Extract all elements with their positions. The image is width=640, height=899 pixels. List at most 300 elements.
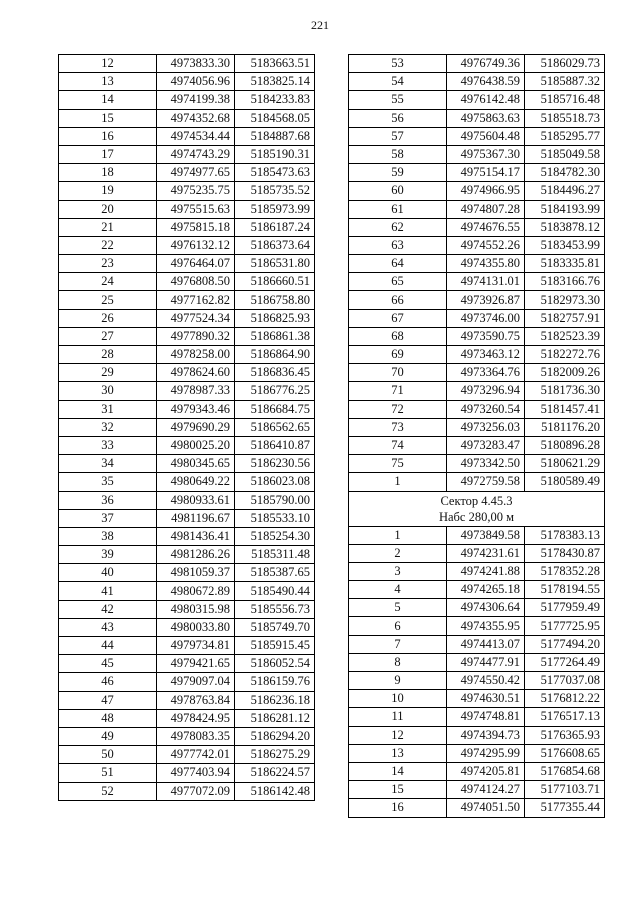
y-coordinate-cell: 5183453.99	[525, 236, 605, 254]
x-coordinate-cell: 4974413.07	[447, 635, 525, 653]
y-coordinate-cell: 5183335.81	[525, 255, 605, 273]
x-coordinate-cell: 4981196.67	[157, 509, 235, 527]
x-coordinate-cell: 4979690.29	[157, 418, 235, 436]
point-number-cell: 75	[349, 455, 447, 473]
y-coordinate-cell: 5185473.63	[235, 164, 315, 182]
y-coordinate-cell: 5182523.39	[525, 327, 605, 345]
point-number-cell: 71	[349, 382, 447, 400]
x-coordinate-cell: 4974807.28	[447, 200, 525, 218]
y-coordinate-cell: 5186023.08	[235, 473, 315, 491]
y-coordinate-cell: 5184496.27	[525, 182, 605, 200]
y-coordinate-cell: 5186281.12	[235, 709, 315, 727]
x-coordinate-cell: 4974131.01	[447, 273, 525, 291]
point-number-cell: 64	[349, 255, 447, 273]
table-row	[349, 762, 605, 780]
y-coordinate-cell: 5177959.49	[525, 599, 605, 617]
table-row	[349, 799, 605, 817]
x-coordinate-cell: 4974977.65	[157, 164, 235, 182]
point-number-cell: 69	[349, 346, 447, 364]
y-coordinate-cell: 5185518.73	[525, 109, 605, 127]
table-row	[59, 200, 315, 218]
x-coordinate-cell: 4973833.30	[157, 55, 235, 73]
x-coordinate-cell: 4975863.63	[447, 109, 525, 127]
table-row	[59, 364, 315, 382]
x-coordinate-cell: 4981286.26	[157, 546, 235, 564]
point-number-cell: 58	[349, 145, 447, 163]
table-row	[349, 726, 605, 744]
table-row	[59, 764, 315, 782]
table-row	[59, 127, 315, 145]
y-coordinate-cell: 5181457.41	[525, 400, 605, 418]
y-coordinate-cell: 5186187.24	[235, 218, 315, 236]
point-number-cell: 9	[349, 672, 447, 690]
point-number-cell: 56	[349, 109, 447, 127]
x-coordinate-cell: 4974477.91	[447, 653, 525, 671]
x-coordinate-cell: 4977890.32	[157, 327, 235, 345]
x-coordinate-cell: 4978258.00	[157, 346, 235, 364]
table-row	[349, 544, 605, 562]
y-coordinate-cell: 5185887.32	[525, 73, 605, 91]
x-coordinate-cell: 4973260.54	[447, 400, 525, 418]
table-row	[349, 327, 605, 345]
x-coordinate-cell: 4973364.76	[447, 364, 525, 382]
point-number-cell: 57	[349, 127, 447, 145]
x-coordinate-cell: 4974124.27	[447, 781, 525, 799]
sector-header-cell	[349, 491, 605, 526]
point-number-cell: 65	[349, 273, 447, 291]
point-number-cell: 67	[349, 309, 447, 327]
table-row	[59, 491, 315, 509]
x-coordinate-cell: 4974743.29	[157, 145, 235, 163]
x-coordinate-cell: 4980025.20	[157, 436, 235, 454]
table-row	[59, 291, 315, 309]
y-coordinate-cell: 5186861.38	[235, 327, 315, 345]
y-coordinate-cell: 5176854.68	[525, 762, 605, 780]
y-coordinate-cell: 5182009.26	[525, 364, 605, 382]
point-number-cell: 32	[59, 418, 157, 436]
point-number-cell: 36	[59, 491, 157, 509]
table-row	[59, 327, 315, 345]
x-coordinate-cell: 4974394.73	[447, 726, 525, 744]
table-row	[349, 418, 605, 436]
y-coordinate-cell: 5183878.12	[525, 218, 605, 236]
table-row	[59, 182, 315, 200]
point-number-cell: 11	[349, 708, 447, 726]
table-row	[59, 509, 315, 527]
point-number-cell: 37	[59, 509, 157, 527]
x-coordinate-cell: 4978763.84	[157, 691, 235, 709]
table-row	[59, 527, 315, 545]
y-coordinate-cell: 5185790.00	[235, 491, 315, 509]
x-coordinate-cell: 4981436.41	[157, 527, 235, 545]
x-coordinate-cell: 4975235.75	[157, 182, 235, 200]
table-row	[59, 564, 315, 582]
point-number-cell: 73	[349, 418, 447, 436]
table-row	[349, 635, 605, 653]
point-number-cell: 60	[349, 182, 447, 200]
y-coordinate-cell: 5185295.77	[525, 127, 605, 145]
point-number-cell: 44	[59, 637, 157, 655]
table-row	[59, 382, 315, 400]
x-coordinate-cell: 4974205.81	[447, 762, 525, 780]
x-coordinate-cell: 4974966.95	[447, 182, 525, 200]
point-number-cell: 39	[59, 546, 157, 564]
table-row	[59, 346, 315, 364]
x-coordinate-cell: 4979734.81	[157, 637, 235, 655]
x-coordinate-cell: 4974355.80	[447, 255, 525, 273]
y-coordinate-cell: 5178194.55	[525, 581, 605, 599]
x-coordinate-cell: 4974352.68	[157, 109, 235, 127]
point-number-cell: 47	[59, 691, 157, 709]
table-row	[59, 218, 315, 236]
point-number-cell: 16	[59, 127, 157, 145]
table-row	[59, 782, 315, 800]
y-coordinate-cell: 5184193.99	[525, 200, 605, 218]
table-row	[59, 73, 315, 91]
x-coordinate-cell: 4975815.18	[157, 218, 235, 236]
table-row	[349, 473, 605, 491]
point-number-cell: 13	[59, 73, 157, 91]
y-coordinate-cell: 5185716.48	[525, 91, 605, 109]
table-row	[349, 91, 605, 109]
y-coordinate-cell: 5178352.28	[525, 562, 605, 580]
point-number-cell: 48	[59, 709, 157, 727]
point-number-cell: 35	[59, 473, 157, 491]
table-row	[349, 73, 605, 91]
table-row	[59, 91, 315, 109]
table-row	[349, 653, 605, 671]
point-number-cell: 70	[349, 364, 447, 382]
point-number-cell: 8	[349, 653, 447, 671]
point-number-cell: 21	[59, 218, 157, 236]
table-row	[349, 291, 605, 309]
table-row	[59, 273, 315, 291]
x-coordinate-cell: 4978083.35	[157, 727, 235, 745]
table-row	[59, 655, 315, 673]
table-row	[349, 309, 605, 327]
table-row	[59, 164, 315, 182]
x-coordinate-cell: 4974306.64	[447, 599, 525, 617]
point-number-cell: 42	[59, 600, 157, 618]
table-row	[349, 708, 605, 726]
table-row	[349, 690, 605, 708]
point-number-cell: 72	[349, 400, 447, 418]
x-coordinate-cell: 4973342.50	[447, 455, 525, 473]
y-coordinate-cell: 5176608.65	[525, 744, 605, 762]
table-row	[59, 673, 315, 691]
y-coordinate-cell: 5186410.87	[235, 436, 315, 454]
table-row	[349, 55, 605, 73]
y-coordinate-cell: 5185915.45	[235, 637, 315, 655]
y-coordinate-cell: 5184782.30	[525, 164, 605, 182]
y-coordinate-cell: 5186275.29	[235, 746, 315, 764]
point-number-cell: 49	[59, 727, 157, 745]
x-coordinate-cell: 4974550.42	[447, 672, 525, 690]
left-coordinates-table	[58, 54, 315, 801]
table-row	[59, 709, 315, 727]
x-coordinate-cell: 4974552.26	[447, 236, 525, 254]
y-coordinate-cell: 5178430.87	[525, 544, 605, 562]
point-number-cell: 62	[349, 218, 447, 236]
table-row	[349, 273, 605, 291]
x-coordinate-cell: 4974630.51	[447, 690, 525, 708]
table-row	[59, 600, 315, 618]
point-number-cell: 2	[349, 544, 447, 562]
x-coordinate-cell: 4975154.17	[447, 164, 525, 182]
point-number-cell: 63	[349, 236, 447, 254]
x-coordinate-cell: 4976142.48	[447, 91, 525, 109]
table-row	[349, 599, 605, 617]
y-coordinate-cell: 5185254.30	[235, 527, 315, 545]
table-row	[349, 164, 605, 182]
point-number-cell: 33	[59, 436, 157, 454]
right-coordinates-table	[348, 54, 605, 818]
x-coordinate-cell: 4980672.89	[157, 582, 235, 600]
point-number-cell: 13	[349, 744, 447, 762]
point-number-cell: 68	[349, 327, 447, 345]
point-number-cell: 12	[349, 726, 447, 744]
point-number-cell: 45	[59, 655, 157, 673]
y-coordinate-cell: 5180896.28	[525, 436, 605, 454]
x-coordinate-cell: 4980649.22	[157, 473, 235, 491]
point-number-cell: 25	[59, 291, 157, 309]
y-coordinate-cell: 5184233.83	[235, 91, 315, 109]
table-row	[59, 637, 315, 655]
table-row	[59, 418, 315, 436]
point-number-cell: 14	[349, 762, 447, 780]
table-row	[59, 145, 315, 163]
table-row	[59, 727, 315, 745]
x-coordinate-cell: 4975604.48	[447, 127, 525, 145]
table-row	[349, 200, 605, 218]
table-row	[349, 672, 605, 690]
point-number-cell: 46	[59, 673, 157, 691]
table-row	[59, 618, 315, 636]
y-coordinate-cell: 5177355.44	[525, 799, 605, 817]
y-coordinate-cell: 5176365.93	[525, 726, 605, 744]
point-number-cell: 29	[59, 364, 157, 382]
y-coordinate-cell: 5186236.18	[235, 691, 315, 709]
table-row	[59, 691, 315, 709]
table-row	[349, 581, 605, 599]
point-number-cell: 28	[59, 346, 157, 364]
point-number-cell: 19	[59, 182, 157, 200]
y-coordinate-cell: 5181736.30	[525, 382, 605, 400]
table-row	[349, 455, 605, 473]
x-coordinate-cell: 4980315.98	[157, 600, 235, 618]
point-number-cell: 16	[349, 799, 447, 817]
point-number-cell: 14	[59, 91, 157, 109]
point-number-cell: 24	[59, 273, 157, 291]
point-number-cell: 27	[59, 327, 157, 345]
x-coordinate-cell: 4973590.75	[447, 327, 525, 345]
y-coordinate-cell: 5176812.22	[525, 690, 605, 708]
point-number-cell: 1	[349, 473, 447, 491]
table-row	[59, 309, 315, 327]
table-row	[59, 255, 315, 273]
y-coordinate-cell: 5186684.75	[235, 400, 315, 418]
point-number-cell: 30	[59, 382, 157, 400]
x-coordinate-cell: 4977403.94	[157, 764, 235, 782]
x-coordinate-cell: 4978987.33	[157, 382, 235, 400]
table-row	[59, 236, 315, 254]
y-coordinate-cell: 5186373.64	[235, 236, 315, 254]
x-coordinate-cell: 4976464.07	[157, 255, 235, 273]
y-coordinate-cell: 5186531.80	[235, 255, 315, 273]
x-coordinate-cell: 4975515.63	[157, 200, 235, 218]
y-coordinate-cell: 5186142.48	[235, 782, 315, 800]
point-number-cell: 12	[59, 55, 157, 73]
table-row	[349, 346, 605, 364]
y-coordinate-cell: 5181176.20	[525, 418, 605, 436]
table-row	[59, 109, 315, 127]
y-coordinate-cell: 5186159.76	[235, 673, 315, 691]
point-number-cell: 7	[349, 635, 447, 653]
x-coordinate-cell: 4980933.61	[157, 491, 235, 509]
point-number-cell: 54	[349, 73, 447, 91]
x-coordinate-cell: 4981059.37	[157, 564, 235, 582]
point-number-cell: 66	[349, 291, 447, 309]
point-number-cell: 23	[59, 255, 157, 273]
page-number: 221	[311, 18, 329, 32]
point-number-cell: 61	[349, 200, 447, 218]
y-coordinate-cell: 5182973.30	[525, 291, 605, 309]
sector-header-row	[349, 491, 605, 526]
y-coordinate-cell: 5177264.49	[525, 653, 605, 671]
y-coordinate-cell: 5182757.91	[525, 309, 605, 327]
y-coordinate-cell: 5184568.05	[235, 109, 315, 127]
sector-subtitle: Набс 280,00 м	[438, 509, 515, 524]
y-coordinate-cell: 5186294.20	[235, 727, 315, 745]
table-row	[59, 582, 315, 600]
y-coordinate-cell: 5186230.56	[235, 455, 315, 473]
table-row	[349, 562, 605, 580]
x-coordinate-cell: 4973849.58	[447, 526, 525, 544]
x-coordinate-cell: 4974295.99	[447, 744, 525, 762]
x-coordinate-cell: 4974051.50	[447, 799, 525, 817]
point-number-cell: 1	[349, 526, 447, 544]
point-number-cell: 51	[59, 764, 157, 782]
table-row	[349, 236, 605, 254]
table-row	[349, 127, 605, 145]
y-coordinate-cell: 5183663.51	[235, 55, 315, 73]
y-coordinate-cell: 5186029.73	[525, 55, 605, 73]
y-coordinate-cell: 5186224.57	[235, 764, 315, 782]
x-coordinate-cell: 4978624.60	[157, 364, 235, 382]
point-number-cell: 31	[59, 400, 157, 418]
y-coordinate-cell: 5182272.76	[525, 346, 605, 364]
x-coordinate-cell: 4974056.96	[157, 73, 235, 91]
x-coordinate-cell: 4974265.18	[447, 581, 525, 599]
point-number-cell: 55	[349, 91, 447, 109]
point-number-cell: 26	[59, 309, 157, 327]
x-coordinate-cell: 4978424.95	[157, 709, 235, 727]
point-number-cell: 41	[59, 582, 157, 600]
x-coordinate-cell: 4972759.58	[447, 473, 525, 491]
table-row	[59, 455, 315, 473]
point-number-cell: 43	[59, 618, 157, 636]
x-coordinate-cell: 4977742.01	[157, 746, 235, 764]
table-row	[349, 382, 605, 400]
table-row	[59, 473, 315, 491]
x-coordinate-cell: 4976132.12	[157, 236, 235, 254]
point-number-cell: 34	[59, 455, 157, 473]
table-row	[349, 218, 605, 236]
table-row	[349, 255, 605, 273]
point-number-cell: 40	[59, 564, 157, 582]
point-number-cell: 59	[349, 164, 447, 182]
x-coordinate-cell: 4976438.59	[447, 73, 525, 91]
table-row	[349, 364, 605, 382]
table-row	[349, 400, 605, 418]
x-coordinate-cell: 4979343.46	[157, 400, 235, 418]
y-coordinate-cell: 5186052.54	[235, 655, 315, 673]
table-row	[349, 109, 605, 127]
y-coordinate-cell: 5185490.44	[235, 582, 315, 600]
y-coordinate-cell: 5180589.49	[525, 473, 605, 491]
y-coordinate-cell: 5186758.80	[235, 291, 315, 309]
point-number-cell: 3	[349, 562, 447, 580]
x-coordinate-cell: 4973926.87	[447, 291, 525, 309]
x-coordinate-cell: 4974241.88	[447, 562, 525, 580]
point-number-cell: 17	[59, 145, 157, 163]
y-coordinate-cell: 5184887.68	[235, 127, 315, 145]
y-coordinate-cell: 5185049.58	[525, 145, 605, 163]
point-number-cell: 74	[349, 436, 447, 454]
x-coordinate-cell: 4974534.44	[157, 127, 235, 145]
table-row	[59, 400, 315, 418]
point-number-cell: 4	[349, 581, 447, 599]
y-coordinate-cell: 5186776.25	[235, 382, 315, 400]
y-coordinate-cell: 5186660.51	[235, 273, 315, 291]
x-coordinate-cell: 4973746.00	[447, 309, 525, 327]
y-coordinate-cell: 5183166.76	[525, 273, 605, 291]
table-row	[349, 781, 605, 799]
y-coordinate-cell: 5185973.99	[235, 200, 315, 218]
point-number-cell: 52	[59, 782, 157, 800]
table-row	[59, 746, 315, 764]
x-coordinate-cell: 4974748.81	[447, 708, 525, 726]
x-coordinate-cell: 4973463.12	[447, 346, 525, 364]
x-coordinate-cell: 4977524.34	[157, 309, 235, 327]
y-coordinate-cell: 5185190.31	[235, 145, 315, 163]
x-coordinate-cell: 4973283.47	[447, 436, 525, 454]
y-coordinate-cell: 5185749.70	[235, 618, 315, 636]
point-number-cell: 15	[59, 109, 157, 127]
x-coordinate-cell: 4975367.30	[447, 145, 525, 163]
y-coordinate-cell: 5185311.48	[235, 546, 315, 564]
y-coordinate-cell: 5183825.14	[235, 73, 315, 91]
y-coordinate-cell: 5186864.90	[235, 346, 315, 364]
table-row	[349, 182, 605, 200]
y-coordinate-cell: 5177494.20	[525, 635, 605, 653]
point-number-cell: 22	[59, 236, 157, 254]
y-coordinate-cell: 5186825.93	[235, 309, 315, 327]
point-number-cell: 53	[349, 55, 447, 73]
y-coordinate-cell: 5177037.08	[525, 672, 605, 690]
sector-title: Сектор 4.45.3	[440, 493, 513, 508]
point-number-cell: 10	[349, 690, 447, 708]
point-number-cell: 5	[349, 599, 447, 617]
table-row	[59, 546, 315, 564]
point-number-cell: 38	[59, 527, 157, 545]
table-row	[349, 526, 605, 544]
point-number-cell: 50	[59, 746, 157, 764]
point-number-cell: 6	[349, 617, 447, 635]
point-number-cell: 18	[59, 164, 157, 182]
x-coordinate-cell: 4976808.50	[157, 273, 235, 291]
x-coordinate-cell: 4974676.55	[447, 218, 525, 236]
